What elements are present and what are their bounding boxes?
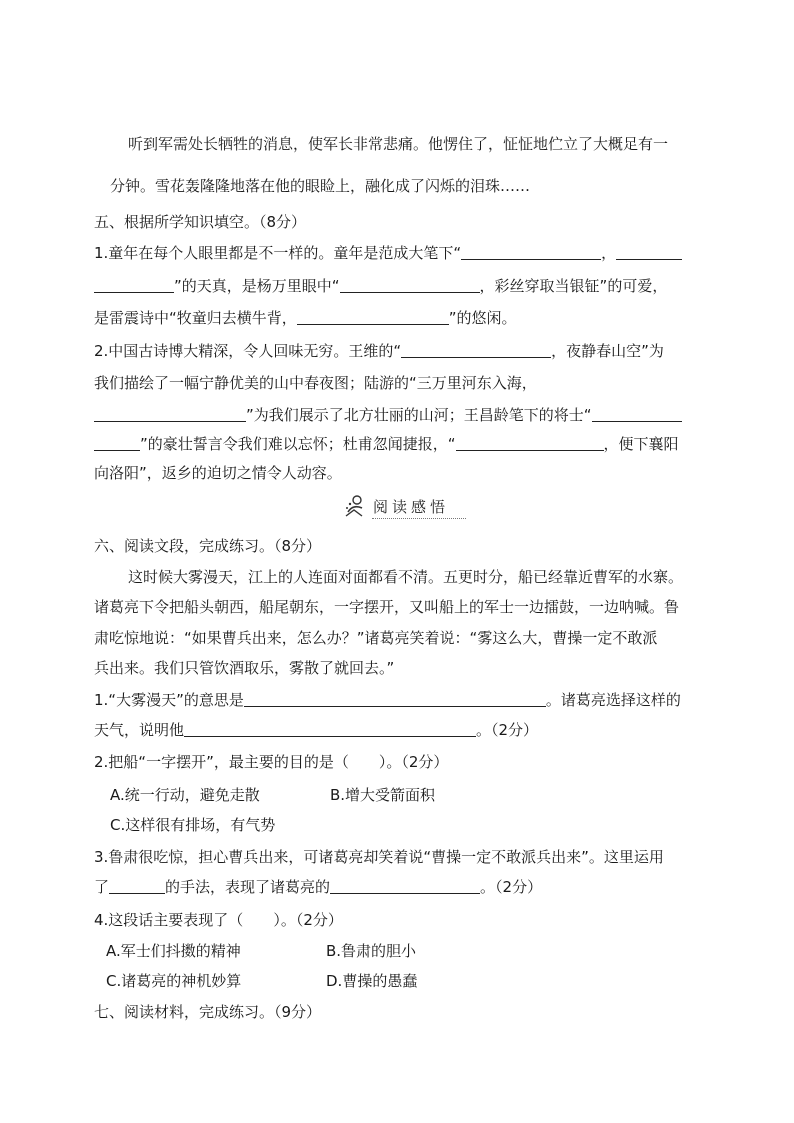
s6-passage-line-2: 诸葛亮下令把船头朝西，船尾朝东，一字摆开，又叫船上的军士一边擂鼓，一边呐喊。鲁 bbox=[94, 598, 680, 616]
s6-q4-option-d[interactable]: D.曹操的愚蠢 bbox=[326, 972, 418, 990]
s6-q1-blank-1[interactable] bbox=[244, 691, 546, 707]
s6-q1-text-b: 。诸葛亮选择这样的 bbox=[545, 691, 681, 709]
s5-q2-text-d: ”为我们展示了北方壮丽的山河；王昌龄笔下的将士“ bbox=[246, 406, 592, 424]
s5-q1-blank-1[interactable] bbox=[461, 244, 601, 260]
s6-q4-option-a[interactable]: A.军士们抖擞的精神 bbox=[106, 942, 241, 960]
reading-banner bbox=[340, 494, 468, 520]
s6-q2-option-b[interactable]: B.增大受箭面积 bbox=[330, 786, 436, 804]
s5-q1-text-b: ， bbox=[601, 244, 617, 262]
s6-q1-text-d: 。（2分） bbox=[476, 721, 539, 739]
s5-q2-blank-4[interactable] bbox=[456, 435, 604, 451]
s5-q1-text-e: 是雷震诗中“牧童归去横牛背， bbox=[94, 309, 297, 327]
s6-q1-text-c: 天气，说明他 bbox=[94, 721, 185, 739]
s5-q2-line2: 我们描绘了一幅宁静优美的山中春夜图；陆游的“三万里河东入海， bbox=[94, 374, 537, 392]
s6-q3-blank-1[interactable] bbox=[109, 878, 165, 894]
s6-passage-line-4: 兵出来。我们只管饮酒取乐，雾散了就回去。” bbox=[94, 659, 395, 677]
s6-q1-line2 bbox=[94, 720, 538, 740]
banner-title: 阅读感悟 bbox=[373, 498, 450, 516]
s6-passage-line-3: 肃吃惊地说：“如果曹兵出来，怎么办？”诸葛亮笑着说：“雾这么大，曹操一定不敢派 bbox=[94, 629, 658, 647]
s6-q3-text-b: 了 bbox=[94, 878, 110, 896]
s6-q3-text-d: 。（2分） bbox=[480, 878, 543, 896]
passage-line-2: 分钟。雪花轰隆隆地落在他的眼睑上，融化成了闪烁的泪珠…… bbox=[110, 177, 531, 195]
s5-q1-text-f: ”的悠闲。 bbox=[448, 309, 517, 327]
s6-q1-text-a: 1.“大雾漫天”的意思是 bbox=[94, 691, 244, 709]
s5-q2-line1 bbox=[94, 341, 664, 361]
s6-passage-line-1: 这时候大雾漫天，江上的人连面对面都看不清。五更时分，船已经靠近曹军的水寨。 bbox=[128, 568, 684, 586]
s6-q2-option-a[interactable]: A.统一行动，避免走散 bbox=[110, 786, 260, 804]
s5-q2-text-b: ，夜静春山空”为 bbox=[551, 342, 664, 360]
s5-q1-text-c: ”的天真，是杨万里眼中“ bbox=[174, 277, 340, 295]
s5-q2-text-f: ，便下襄阳 bbox=[603, 435, 679, 453]
s5-q2-blank-3a[interactable] bbox=[592, 406, 682, 422]
s5-q2-blank-1[interactable] bbox=[401, 342, 551, 358]
s6-q2-stem: 2.把船“一字摆开”，最主要的目的是（ ）。（2分） bbox=[94, 753, 449, 771]
s6-q4-option-b[interactable]: B.鲁肃的胆小 bbox=[326, 942, 417, 960]
s6-q1-line1 bbox=[94, 690, 681, 710]
banner-underline bbox=[372, 518, 466, 519]
s5-q2-line4 bbox=[94, 434, 679, 454]
s6-q3-line2 bbox=[94, 877, 542, 897]
section7-heading: 七、阅读材料，完成练习。（9分） bbox=[94, 1003, 322, 1021]
section5-heading: 五、根据所学知识填空。（8分） bbox=[94, 213, 307, 231]
passage-line-1: 听到军需处长牺牲的消息，使军长非常悲痛。他愣住了，怔怔地伫立了大概足有一 bbox=[128, 135, 669, 153]
s6-q4-option-c[interactable]: C.诸葛亮的神机妙算 bbox=[106, 972, 242, 990]
s5-q1-line3 bbox=[94, 308, 517, 328]
s6-q1-blank-2[interactable] bbox=[184, 721, 476, 737]
s5-q1-line1 bbox=[94, 243, 682, 263]
s5-q1-blank-4[interactable] bbox=[297, 309, 449, 325]
s5-q2-text-e: ”的豪壮誓言令我们难以忘怀；杜甫忽闻捷报，“ bbox=[140, 435, 456, 453]
s5-q2-line5: 向洛阳”，返乡的迫切之情令人动容。 bbox=[94, 464, 342, 482]
s5-q1-blank-2a[interactable] bbox=[616, 244, 682, 260]
s5-q2-blank-3b[interactable] bbox=[94, 435, 140, 451]
s5-q1-text-d: ，彩丝穿取当银钲”的可爱， bbox=[479, 277, 668, 295]
s6-q2-option-c[interactable]: C.这样很有排场，有气势 bbox=[110, 816, 276, 834]
s6-q3-text-c: 的手法，表现了诸葛亮的 bbox=[165, 878, 331, 896]
s5-q1-text-a: 1.童年在每个人眼里都是不一样的。童年是范成大笔下“ bbox=[94, 244, 462, 262]
s5-q1-line2 bbox=[94, 276, 667, 296]
s5-q2-blank-2[interactable] bbox=[94, 406, 246, 422]
reading-person-icon bbox=[342, 494, 368, 520]
section6-heading: 六、阅读文段，完成练习。（8分） bbox=[94, 537, 322, 555]
s6-q4-stem: 4.这段话主要表现了（ ）。（2分） bbox=[94, 911, 343, 929]
s5-q1-blank-2b[interactable] bbox=[94, 277, 174, 293]
s6-q3-line1: 3.鲁肃很吃惊，担心曹兵出来，可诸葛亮却笑着说“曹操一定不敢派兵出来”。这里运用 bbox=[94, 848, 664, 866]
s5-q1-blank-3[interactable] bbox=[340, 277, 480, 293]
s5-q2-text-a: 2.中国古诗博大精深，令人回味无穷。王维的“ bbox=[94, 342, 402, 360]
s6-q3-blank-2[interactable] bbox=[330, 878, 480, 894]
s5-q2-line3 bbox=[94, 405, 682, 425]
